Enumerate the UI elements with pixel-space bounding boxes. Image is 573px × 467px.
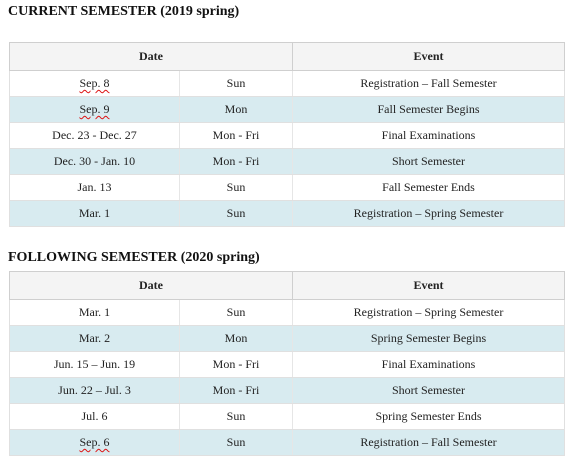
date-cell bbox=[10, 97, 180, 123]
header-date: Date bbox=[10, 272, 293, 300]
day-cell: Mon - Fri bbox=[180, 149, 293, 175]
table-row bbox=[10, 123, 565, 149]
header-date: Date bbox=[10, 43, 293, 71]
table-row bbox=[10, 175, 565, 201]
table-row bbox=[10, 378, 565, 404]
section-title-following: FOLLOWING SEMESTER (2020 spring) bbox=[8, 250, 260, 265]
date-cell: Mar. 2 bbox=[10, 326, 180, 352]
table-row bbox=[10, 300, 565, 326]
table-row bbox=[10, 97, 565, 123]
table-header-row bbox=[10, 272, 565, 300]
day-cell: Mon - Fri bbox=[180, 352, 293, 378]
event-cell: Registration – Spring Semester bbox=[293, 300, 565, 326]
table-row bbox=[10, 326, 565, 352]
date-cell bbox=[10, 430, 180, 456]
day-cell: Sun bbox=[180, 404, 293, 430]
schedule-table-following bbox=[9, 271, 565, 456]
header-event: Event bbox=[293, 43, 565, 71]
day-cell: Sun bbox=[180, 201, 293, 227]
table-row bbox=[10, 352, 565, 378]
table-header-row bbox=[10, 43, 565, 71]
day-cell: Sun bbox=[180, 71, 293, 97]
day-cell: Sun bbox=[180, 430, 293, 456]
day-cell: Mon - Fri bbox=[180, 123, 293, 149]
date-cell bbox=[10, 71, 180, 97]
event-cell: Fall Semester Ends bbox=[293, 175, 565, 201]
date-cell: Jan. 13 bbox=[10, 175, 180, 201]
date-cell: Jun. 15 – Jun. 19 bbox=[10, 352, 180, 378]
event-cell: Spring Semester Begins bbox=[293, 326, 565, 352]
date-text: Sep. 8 bbox=[79, 76, 110, 90]
event-cell: Final Examinations bbox=[293, 123, 565, 149]
day-cell: Mon - Fri bbox=[180, 378, 293, 404]
date-cell: Dec. 30 - Jan. 10 bbox=[10, 149, 180, 175]
date-cell: Jul. 6 bbox=[10, 404, 180, 430]
date-text: Sep. 6 bbox=[79, 435, 110, 449]
date-cell: Mar. 1 bbox=[10, 201, 180, 227]
section-title-current: CURRENT SEMESTER (2019 spring) bbox=[8, 4, 240, 19]
day-cell: Mon bbox=[180, 326, 293, 352]
table-row bbox=[10, 149, 565, 175]
table-row bbox=[10, 201, 565, 227]
event-cell: Short Semester bbox=[293, 149, 565, 175]
event-cell: Registration – Fall Semester bbox=[293, 71, 565, 97]
event-cell: Registration – Spring Semester bbox=[293, 201, 565, 227]
day-cell: Sun bbox=[180, 300, 293, 326]
date-cell: Mar. 1 bbox=[10, 300, 180, 326]
date-cell: Jun. 22 – Jul. 3 bbox=[10, 378, 180, 404]
day-cell: Sun bbox=[180, 175, 293, 201]
schedule-table-current bbox=[9, 42, 565, 227]
event-cell: Short Semester bbox=[293, 378, 565, 404]
table-row bbox=[10, 404, 565, 430]
event-cell: Fall Semester Begins bbox=[293, 97, 565, 123]
event-cell: Spring Semester Ends bbox=[293, 404, 565, 430]
table-row bbox=[10, 71, 565, 97]
event-cell: Registration – Fall Semester bbox=[293, 430, 565, 456]
date-text: Sep. 9 bbox=[79, 102, 110, 116]
table-row bbox=[10, 430, 565, 456]
event-cell: Final Examinations bbox=[293, 352, 565, 378]
day-cell: Mon bbox=[180, 97, 293, 123]
header-event: Event bbox=[293, 272, 565, 300]
date-cell: Dec. 23 - Dec. 27 bbox=[10, 123, 180, 149]
